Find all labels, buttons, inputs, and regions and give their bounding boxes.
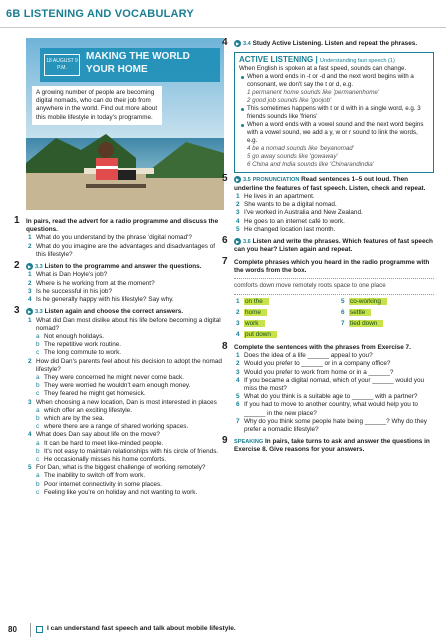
exercise-9: 9 SPEAKING In pairs, take turns to ask and answer the questions in Exercise 8. Give reasons for your answers.: [222, 435, 430, 454]
list-item: 2 She wants to be a digital nomad.: [236, 201, 337, 209]
exercise-instruction: Read sentences 1–5 out loud. Then underline the features of fast speech. Listen, check and repeat.: [234, 176, 426, 192]
exercise-8: [222, 341, 434, 434]
exercise-4: 4 ▶ 3.4 Study Active Listening. Listen and repeat the phrases.: [222, 37, 418, 48]
option[interactable]: b They were worried he wouldn't earn enough money.: [36, 382, 191, 390]
list-item: 4 He goes to an internet café to work.: [236, 217, 345, 225]
option[interactable]: b Poor internet connectivity in some places.: [36, 480, 162, 488]
option[interactable]: c where there are a range of shared working spaces.: [36, 423, 189, 431]
list-item: 2 Where is he working from at the moment?: [28, 279, 155, 287]
answer-item: 6 settle: [339, 309, 434, 318]
question: 2 How did Dan's parents feel about his decision to adopt the nomad lifestyle?: [28, 357, 222, 373]
option[interactable]: c The long commute to work.: [36, 349, 122, 357]
exercise-instruction: Listen again and choose the correct answers.: [44, 308, 184, 316]
question: 1 What did Dan most dislike about his life before becoming a digital nomad?: [28, 316, 221, 332]
list-item: 3 Would you prefer to work from home or in a ______?: [236, 368, 394, 376]
option[interactable]: b which are by the sea.: [36, 415, 105, 423]
option[interactable]: c Feeling like you're on holiday and not wanting to work.: [36, 488, 198, 496]
exercise-number: 8: [222, 341, 228, 352]
exercise-instruction: In pairs, take turns to ask and answer the questions in Exercise 8. Give reasons for your answers.: [234, 438, 430, 454]
page-header: [0, 0, 446, 28]
list-item: 1 What is Dan Hoyle's job?: [28, 271, 108, 279]
right-column: [222, 37, 434, 459]
exercise-instruction: In pairs, read the advert for a radio programme and discuss the questions.: [26, 218, 219, 234]
answer-item: 7 tied down: [339, 320, 434, 329]
exercise-number: 6: [222, 235, 228, 246]
list-item: 4 If you became a digital nomad, which of your ______ would you miss the most?: [236, 376, 425, 393]
option[interactable]: b It's not easy to maintain relationships with his circle of friends.: [36, 447, 219, 455]
audio-icon[interactable]: ▶: [235, 239, 240, 244]
footer-divider: [30, 623, 31, 637]
page-footer: [0, 622, 446, 640]
active-listening-title: ACTIVE LISTENING: [239, 55, 314, 65]
list-item: 6 If you had to move to another country, what would help you to ______ in the new place?: [236, 401, 418, 417]
exercise-number: 3: [14, 305, 20, 317]
answer-grid: [234, 298, 434, 340]
exercise-5: 5 ▶ 3.5 PRONUNCIATION Read sentences 1–5 out loud. Then underline the features of fast speech. Listen, check and repeat. 1 He lives in an apartment. 2 She wants to be a digital nomad. 3 I've worked in Australia and New Zealand. 4 He goes to an internet café to work. 5 He changed location last month.: [234, 176, 434, 234]
question: 4 What does Dan say about life on the move?: [28, 431, 160, 439]
active-listening-box: ACTIVE LISTENING | Understanding fast speech (1) When English is spoken at a fast speed, sounds can change. When a word ends in -t or -d and the next word begins with a consonant, we don't say the t or d, e.g. 1 permanent home sounds like 'permanenhome' 2 good job sounds like 'goojob' This sometimes happens with t or d with in a single word, e.g. 3 friends sounds like 'friens' When a word ends with a vowel sound and the next word begins with a vowel sound, we add a y, w or r sound to link the words, e.g. 4 be a nomad sounds like 'beyanomad' 5 go away sounds like 'gowaway' 6 China and India sounds like 'Chinarandindia': [234, 52, 434, 173]
answer-item: 5 co-working: [339, 298, 434, 307]
option[interactable]: a Not enough holidays.: [36, 333, 105, 341]
exercise-7: [222, 255, 434, 340]
rule: When a word ends in -t or -d and the next word begins with a consonant, we don't say the t or d, e.g. 1 permanent home sounds like 'permanenhome' 2 good job sounds like 'goojob': [239, 73, 429, 105]
list-item: 7 Why do you think some people hate being ______? Why do they prefer a nomadic lifestyle?: [236, 417, 427, 434]
active-listening-subtitle: Understanding fast speech (1): [319, 58, 395, 65]
exercise-number: 4: [222, 37, 228, 48]
exercise-number: 9: [222, 435, 228, 447]
promo-date: 18 AUGUST 9 P.M.: [44, 54, 80, 76]
list-item: 5 What do you think is a suitable age to ______ with a partner?: [236, 393, 418, 401]
exercise-1: [14, 215, 226, 259]
list-item: 1 Does the idea of a life ______ appeal to you?: [236, 352, 373, 360]
question: 3 When choosing a new location, Dan is most interested in places: [28, 398, 217, 406]
exercise-6: 6 ▶ 3.6 Listen and write the phrases. Which features of fast speech can you hear? Listen again and repeat.: [222, 235, 433, 254]
list-item: 2 Would you prefer to ______ or in a company office?: [236, 360, 391, 368]
exercise-number: 1: [14, 215, 20, 226]
list-item: 4 Is he generally happy with his lifestyle? Say why.: [28, 296, 174, 304]
rule: When a word ends with a vowel sound and the next word begins with a vowel sound, we add a y, w or r sound to link the words, e.g. 4 be a nomad sounds like 'beyanomad' 5 go away sounds like 'gowaway' 6 China and India sounds like 'Chinarandindia': [239, 121, 429, 169]
exercise-instruction: Listen and write the phrases. Which features of fast speech can you hear? Listen again and repeat.: [234, 238, 433, 254]
exercise-instruction: Listen to the programme and answer the questions.: [44, 263, 202, 271]
list-item: 1 What do you understand by the phrase 'digital nomad'?: [28, 234, 192, 242]
option[interactable]: a which offer an exciting lifestyle.: [36, 406, 132, 414]
audio-icon[interactable]: ▶: [235, 177, 240, 183]
can-do-statement: I can understand fast speech and talk about mobile lifestyle.: [47, 625, 236, 632]
exercise-number: 7: [222, 255, 228, 267]
exercise-instruction: Complete the sentences with the phrases from Exercise 7.: [234, 344, 411, 351]
audio-icon[interactable]: ▶: [27, 309, 32, 315]
list-item: 3 Is he successful in his job?: [28, 287, 113, 295]
option[interactable]: b The repetitive work routine.: [36, 341, 122, 349]
promo-banner: [40, 48, 220, 82]
list-item: 1 He lives in an apartment.: [236, 192, 315, 200]
active-intro: When English is spoken at a fast speed, sounds can change.: [239, 65, 407, 73]
promo-title: MAKING THE WORLD YOUR HOME: [86, 51, 190, 75]
word-box: comforts down move remotely roots space to one place: [234, 278, 434, 295]
list-item: 3 I've worked in Australia and New Zealand.: [236, 209, 363, 217]
list-item: 5 He changed location last month.: [236, 225, 336, 233]
audio-icon[interactable]: ▶: [27, 264, 32, 270]
exercise-instruction: Study Active Listening. Listen and repeat the phrases.: [252, 40, 418, 48]
exercise-3: 3 ▶ 3.3 Listen again and choose the correct answers. 1 What did Dan most dislike about his life before becoming a digital nomad? a Not enough holidays. b The repetitive work routine. c The long commute to work. 2 How did Dan's parents feel about his decision to adopt the nomad lifestyle? a They were concerned he might never come back. b They were worried he wouldn't earn enough money. c They feared he might get homesick. 3 When choosing a new location, Dan is most interested in places a which offer an exciting lifestyle. b which are by the sea. c where there are a range of shared working spaces. 4 What does Dan say about life on the move? a It can be hard to meet like-minded people. b It's not easy to maintain relationships with his circle of friends. c He occasionally misses his home comforts. 5 For Dan, what is the biggest challenge of working remotely? a The inability to switch off from work. b Poor internet connectivity in some places. c Feeling like you're on holiday and not wanting to work.: [26, 308, 226, 497]
unit-title: 6B LISTENING AND VOCABULARY: [6, 8, 194, 20]
option[interactable]: a It can be hard to meet like-minded people.: [36, 439, 164, 447]
answer-item: 3 work: [234, 320, 329, 329]
answer-item: 2 home: [234, 309, 329, 318]
option[interactable]: a The inability to switch off from work.: [36, 472, 146, 480]
exercise-number: 5: [222, 173, 228, 185]
exercise-number: 2: [14, 260, 20, 272]
exercise-instruction: Complete phrases which you heard in the radio programme with the words from the box.: [234, 258, 430, 274]
rule: This sometimes happens with t or d with in a single word, e.g. 3 friends sounds like 'friens': [239, 105, 429, 121]
answer-item: 4 put down: [234, 331, 329, 340]
exercise-2: 2 ▶ 3.3 Listen to the programme and answer the questions. 1 What is Dan Hoyle's job? 2 Where is he working from at the moment? 3 Is he successful in his job? 4 Is he generally happy with his lifestyle? Say why.: [26, 263, 226, 304]
option[interactable]: a They were concerned he might never come back.: [36, 374, 184, 382]
answer-item: 1 on the: [234, 298, 329, 307]
audio-icon[interactable]: ▶: [235, 41, 240, 46]
option[interactable]: c They feared he might get homesick.: [36, 390, 146, 398]
list-item: 2 What do you imagine are the advantages and disadvantages of this lifestyle?: [28, 242, 216, 258]
promo-blurb: A growing number of people are becoming digital nomads, who can do their job from anywhere in the world. Find out more about this mobile lifestyle in today's programme.: [32, 86, 162, 125]
checkbox[interactable]: [36, 626, 43, 633]
option[interactable]: c He occasionally misses his home comforts.: [36, 456, 167, 464]
page-number: 80: [8, 625, 17, 634]
question: 5 For Dan, what is the biggest challenge of working remotely?: [28, 464, 206, 472]
left-column: [14, 215, 226, 501]
